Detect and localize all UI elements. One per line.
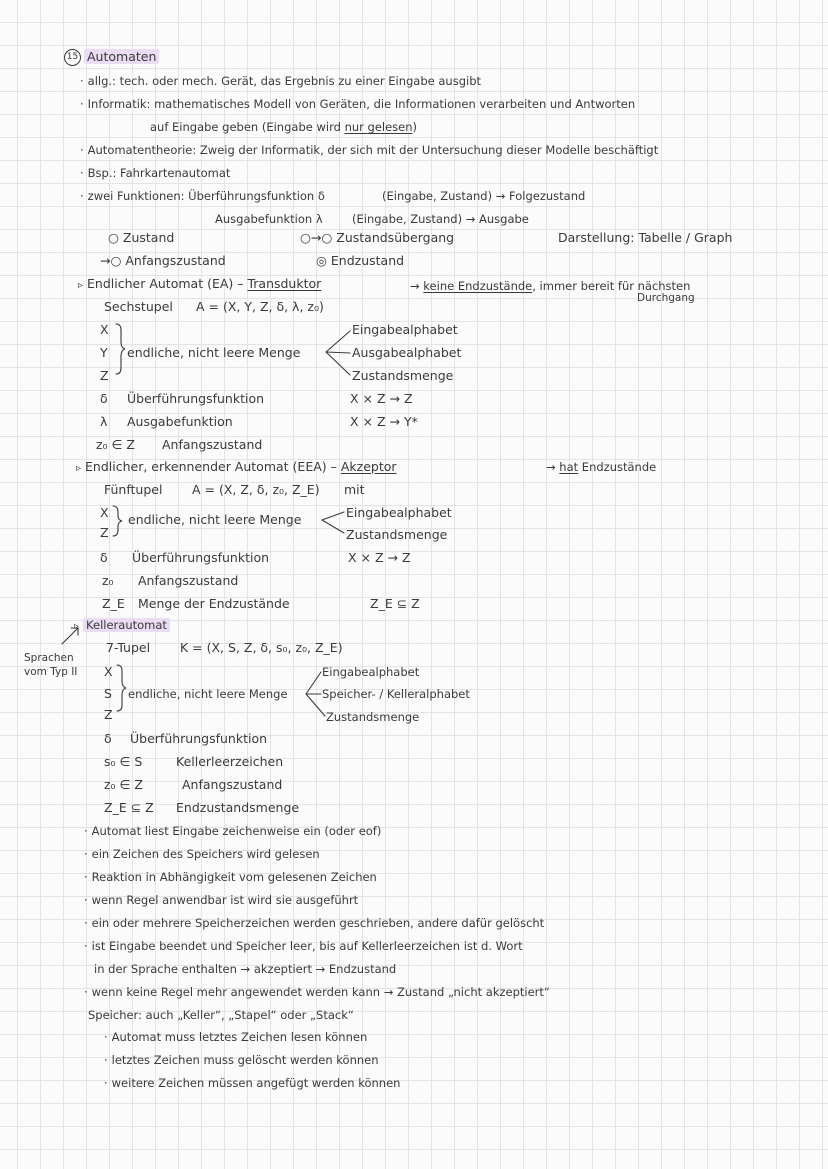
eea-set-1: Eingabealphabet — [346, 505, 452, 520]
keller-ze-label: Endzustandsmenge — [176, 800, 300, 815]
keller-set-3: Zustandsmenge — [326, 710, 420, 724]
eea-note: → hat Endzustände — [546, 460, 657, 474]
eea-fan-2 — [322, 520, 344, 533]
ea-fan-1 — [326, 331, 350, 352]
eea-start-label: Anfangszustand — [138, 573, 239, 588]
ea-note-2: Durchgang — [637, 292, 695, 304]
process-2: · ein Zeichen des Speichers wird gelesen — [84, 846, 320, 862]
keller-tuple-label: 7-Tupel — [106, 640, 151, 655]
process-6: · ist Eingabe beendet und Speicher leer, bis auf Kellerleerzeichen ist d. Wort — [84, 938, 523, 954]
keller-s0-label: Kellerleerzeichen — [176, 754, 284, 769]
eea-tuple: A = (X, Z, δ, z₀, Z_E) — [192, 482, 320, 497]
ea-fan-3 — [326, 352, 350, 375]
section-number: 15 — [64, 49, 81, 66]
eea-delta-label: Überführungsfunktion — [132, 550, 270, 565]
eea-tuple-mit: mit — [344, 482, 365, 497]
stack-req-2: · letztes Zeichen muss gelöscht werden können — [104, 1052, 379, 1068]
keller-x: X — [104, 664, 113, 679]
ea-x: X — [100, 322, 109, 337]
ea-set-3: Zustandsmenge — [352, 368, 454, 383]
ea-y: Y — [100, 345, 108, 360]
ea-fan-2 — [326, 352, 350, 353]
process-8: · wenn keine Regel mehr angewendet werden kann → Zustand „nicht akzeptiert“ — [84, 984, 550, 1000]
eea-delta-formula: X × Z → Z — [348, 550, 411, 565]
keller-z: Z — [104, 707, 113, 722]
eea-end-label: Menge der Endzustände — [138, 596, 290, 611]
legend-start: →○ Anfangszustand — [100, 253, 226, 268]
keller-brace — [117, 665, 126, 711]
ea-start-label: Anfangszustand — [162, 437, 263, 452]
ea-delta-label: Überführungsfunktion — [127, 391, 265, 406]
ea-lambda-label: Ausgabefunktion — [127, 414, 233, 429]
intro-line-7b: (Eingabe, Zustand) → Ausgabe — [352, 212, 529, 226]
ea-set-1: Eingabealphabet — [352, 322, 458, 337]
ea-delta-formula: X × Z → Z — [350, 391, 413, 406]
keller-set-desc: endliche, nicht leere Menge — [128, 687, 288, 701]
keller-z0-label: Anfangszustand — [182, 777, 283, 792]
ea-tuple-label: Sechstupel — [104, 299, 173, 314]
keller-s: S — [104, 686, 112, 701]
ea-delta: δ — [100, 391, 108, 406]
page-title — [64, 49, 159, 66]
keller-set-2: Speicher- / Kelleralphabet — [322, 687, 470, 701]
eea-fan-1 — [322, 512, 344, 520]
keller-fan-1 — [306, 672, 321, 694]
intro-line-6b: (Eingabe, Zustand) → Folgezustand — [382, 189, 586, 203]
intro-line-4: · Automatentheorie: Zweig der Informatik, der sich mit der Untersuchung dieser Modelle beschäftigt — [80, 142, 658, 158]
legend-representation: Darstellung: Tabelle / Graph — [558, 230, 733, 245]
eea-set-2: Zustandsmenge — [346, 527, 448, 542]
eea-brace — [113, 506, 122, 536]
keller-ze: Z_E ⊆ Z — [104, 800, 154, 815]
process-5: · ein oder mehrere Speicherzeichen werden geschrieben, andere dafür gelöscht — [84, 915, 544, 931]
intro-line-2: · Informatik: mathematisches Modell von Geräten, die Informationen verarbeiten und Antworten — [80, 96, 635, 112]
keller-tuple: K = (X, S, Z, δ, s₀, z₀, Z_E) — [180, 640, 343, 655]
transition-icon: ○→○ — [300, 230, 337, 245]
process-7: in der Sprache enthalten → akzeptiert → Endzustand — [94, 962, 397, 976]
ea-set-2: Ausgabealphabet — [352, 345, 462, 360]
start-state-icon: →○ — [100, 253, 126, 268]
intro-line-6a: · zwei Funktionen: Überführungsfunktion δ — [80, 188, 325, 204]
ea-start: z₀ ∈ Z — [96, 437, 135, 452]
intro-line-7a: Ausgabefunktion λ — [215, 212, 323, 226]
legend-state: ○ Zustand — [108, 230, 175, 245]
eea-end-formula: Z_E ⊆ Z — [370, 596, 420, 611]
ea-lambda-formula: X × Z → Y* — [350, 414, 418, 429]
intro-line-5: · Bsp.: Fahrkartenautomat — [80, 165, 230, 181]
side-note-2: vom Typ II — [24, 666, 78, 678]
eea-z: Z — [100, 525, 109, 540]
eea-x: X — [100, 505, 109, 520]
eea-tuple-label: Fünftupel — [104, 482, 163, 497]
intro-line-3: auf Eingabe geben (Eingabe wird nur gelesen) — [150, 120, 418, 134]
keller-delta-label: Überführungsfunktion — [130, 731, 268, 746]
process-3: · Reaktion in Abhängigkeit vom gelesenen Zeichen — [84, 869, 377, 885]
eea-start: z₀ — [102, 573, 114, 588]
eea-heading: ▹ Endlicher, erkennender Automat (EEA) – Akzeptor — [76, 459, 397, 477]
ea-set-desc: endliche, nicht leere Menge — [127, 345, 301, 360]
legend-end: ◎ Endzustand — [316, 253, 405, 268]
process-1: · Automat liest Eingabe zeichenweise ein (oder eof) — [84, 823, 381, 839]
keller-set-1: Eingabealphabet — [322, 665, 420, 679]
eea-end: Z_E — [102, 596, 125, 611]
keller-s0: s₀ ∈ S — [104, 754, 143, 769]
ea-tuple: A = (X, Y, Z, δ, λ, z₀) — [196, 299, 324, 314]
intro-line-1: · allg.: tech. oder mech. Gerät, das Ergebnis zu einer Eingabe ausgibt — [80, 73, 481, 89]
eea-delta: δ — [100, 550, 108, 565]
keller-heading: ▹ Kellerautomat — [74, 617, 170, 635]
ea-note: → keine Endzustände, immer bereit für nächsten — [410, 279, 691, 293]
stack-req-3: · weitere Zeichen müssen angefügt werden können — [104, 1075, 400, 1091]
ea-z: Z — [100, 368, 109, 383]
keller-z0: z₀ ∈ Z — [104, 777, 143, 792]
state-circle-icon: ○ — [108, 230, 123, 245]
ea-lambda: λ — [100, 414, 108, 429]
end-state-icon: ◎ — [316, 253, 331, 268]
legend-transition: ○→○ Zustandsübergang — [300, 230, 455, 245]
ea-brace — [116, 324, 125, 374]
process-4: · wenn Regel anwendbar ist wird sie ausgeführt — [84, 892, 358, 908]
stack-req-1: · Automat muss letztes Zeichen lesen können — [104, 1029, 367, 1045]
process-9: Speicher: auch „Keller“, „Stapel“ oder „Stack“ — [88, 1008, 354, 1022]
keller-delta: δ — [104, 731, 112, 746]
title-text: Automaten — [84, 49, 159, 64]
eea-set-desc: endliche, nicht leere Menge — [128, 512, 302, 527]
side-note-1: Sprachen — [24, 652, 74, 664]
ea-heading: ▹ Endlicher Automat (EA) – Transduktor — [78, 276, 321, 294]
